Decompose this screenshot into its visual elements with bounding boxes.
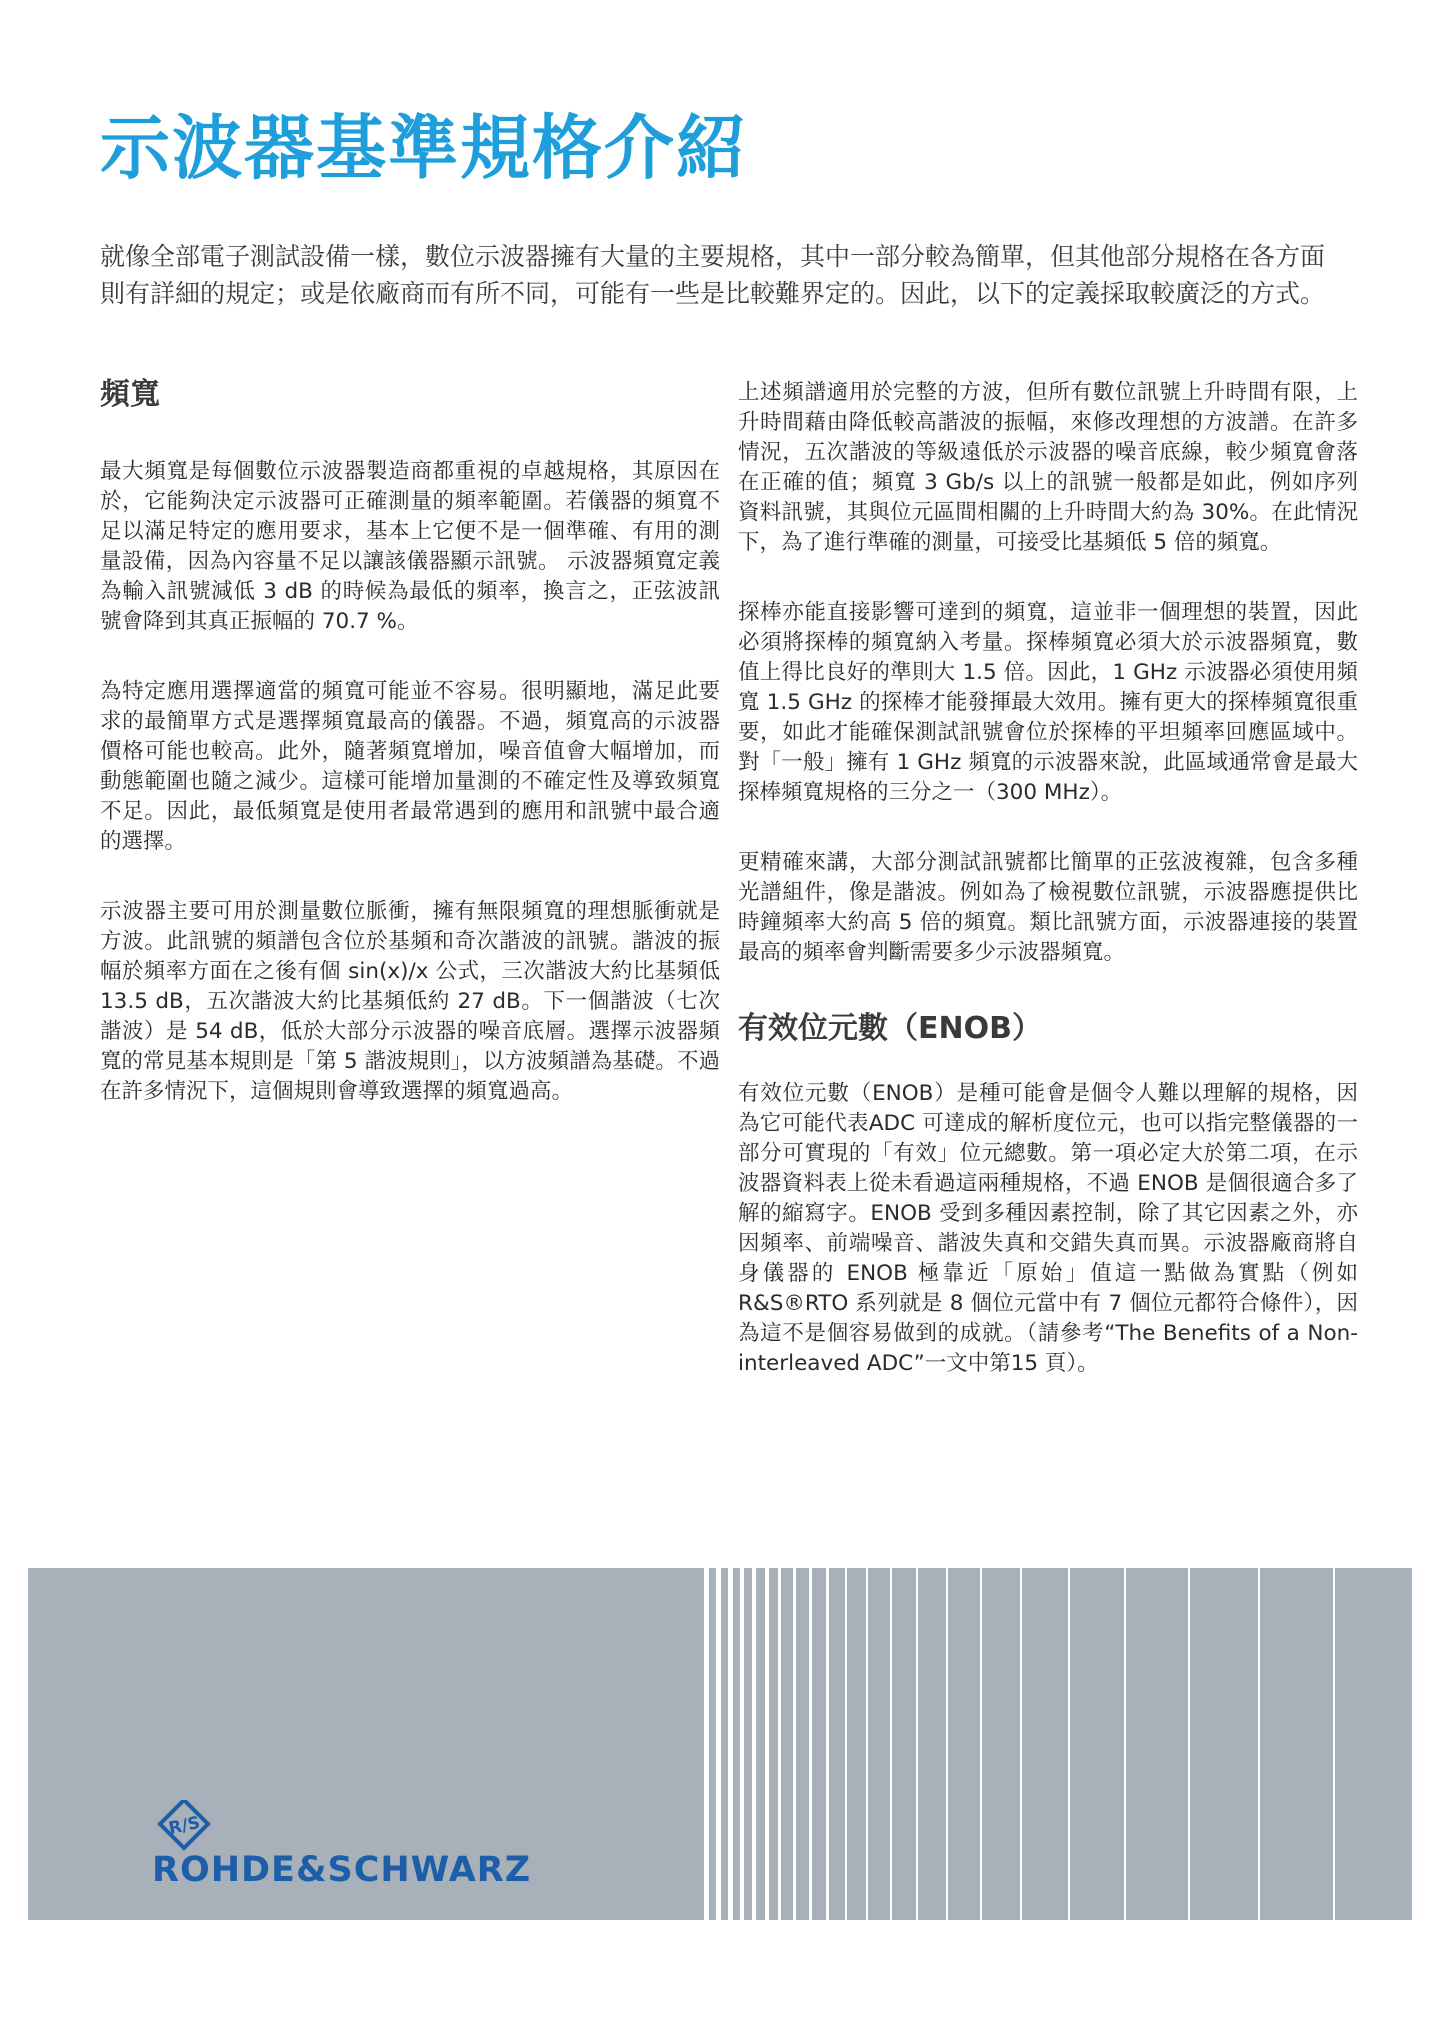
footer-stripe bbox=[752, 1568, 756, 1920]
bandwidth-paragraph-6: 更精確來講，大部分測試訊號都比簡單的正弦波複雜，包含多種光譜組件，像是諧波。例如為了檢視數位訊號，示波器應提供比時鐘頻率大約高 5 倍的頻寬。類比訊號方面，示波器連接的裝置最高的頻率會判斷需要多少示波器頻寬。 bbox=[738, 850, 1358, 965]
footer-stripe bbox=[740, 1568, 744, 1920]
bandwidth-paragraph-2: 為特定應用選擇適當的頻寬可能並不容易。很明顯地，滿足此要求的最簡單方式是選擇頻寬最高的儀器。不過，頻寬高的示波器價格可能也較高。此外，隨著頻寬增加，噪音值會大幅增加，而動態範圍也隨之減少。這樣可能增加量測的不確定性及導致頻寬不足。因此，最低頻寬是使用者最常遇到的應用和訊號中最合適的選擇。 bbox=[100, 679, 720, 854]
footer-stripe bbox=[1258, 1568, 1260, 1920]
footer-stripe bbox=[890, 1568, 892, 1920]
footer-stripe bbox=[728, 1568, 733, 1920]
intro-paragraph: 就像全部電子測試設備一樣，數位示波器擁有大量的主要規格，其中一部分較為簡單，但其他部分規格在各方面則有詳細的規定；或是依廠商而有所不同，可能有一些是比較難界定的。因此，以下的定義採取較廣泛的方式。 bbox=[100, 242, 1326, 308]
footer-stripe bbox=[1124, 1568, 1126, 1920]
left-column bbox=[100, 378, 720, 1147]
footer-stripe bbox=[716, 1568, 721, 1920]
footer-stripe bbox=[980, 1568, 982, 1920]
footer-stripe bbox=[809, 1568, 812, 1920]
page-title: 示波器基準規格介紹 bbox=[100, 107, 748, 189]
footer-stripe bbox=[765, 1568, 769, 1920]
footer-stripe bbox=[1020, 1568, 1022, 1920]
bandwidth-paragraph-1: 最大頻寬是每個數位示波器製造商都重視的卓越規格，其原因在於，它能夠決定示波器可正確測量的頻率範圍。若儀器的頻寬不足以滿足特定的應用要求，基本上它便不是一個準確、有用的測量設備，因為內容量不足以讓該儀器顯示訊號。 示波器頻寬定義為輸入訊號減低 3 dB 的時候為最低的頻率，換言之，正弦波訊號會降到其真正振幅的 70.7 %。 bbox=[100, 459, 720, 634]
footer-stripe bbox=[845, 1568, 847, 1920]
bandwidth-paragraph-3: 示波器主要可用於測量數位脈衝，擁有無限頻寬的理想脈衝就是方波。此訊號的頻譜包含位於基頻和奇次諧波的訊號。諧波的振幅於頻率方面在之後有個 sin(x)/x 公式，三次諧波大約比基頻低 13.5 dB，五次諧波大約比基頻低約 27 dB。下一個諧波（七次諧波）是 54 dB，低於大部分示波器的噪音底層。選擇示波器頻寬的常見基本規則是「第 5 諧波規則」，以方波頻譜為基礎。不過在許多情況下，這個規則會導致選擇的頻寬過高。 bbox=[100, 899, 720, 1104]
bandwidth-paragraph-5: 探棒亦能直接影響可達到的頻寬，這並非一個理想的裝置，因此必須將探棒的頻寬納入考量。探棒頻寬必須大於示波器頻寬，數值上得比良好的準則大 1.5 倍。因此，1 GHz 示波器必須使用頻寬 1.5 GHz 的探棒才能發揮最大效用。擁有更大的探棒頻寬很重要，如此才能確保測試訊號會位於探棒的平坦頻率回應區域中。對「一般」擁有 1 GHz 頻寬的示波器來說，此區域通常會是最大探棒頻寬規格的三分之一（300 MHz）。 bbox=[738, 600, 1358, 805]
footer-stripe bbox=[704, 1568, 709, 1920]
footer-stripe bbox=[866, 1568, 868, 1920]
bandwidth-paragraph-4: 上述頻譜適用於完整的方波，但所有數位訊號上升時間有限，上升時間藉由降低較高諧波的振幅，來修改理想的方波譜。在許多情況，五次諧波的等級遠低於示波器的噪音底線，較少頻寬會落在正確的值；頻寬 3 Gb/s 以上的訊號一般都是如此，例如序列資料訊號，其與位元區間相關的上升時間大約為 30%。在此情況下，為了進行準確的測量，可接受比基頻低 5 倍的頻寬。 bbox=[738, 380, 1358, 555]
footer-stripe bbox=[793, 1568, 796, 1920]
bandwidth-heading: 頻寬 bbox=[100, 377, 160, 412]
footer-stripe bbox=[1188, 1568, 1190, 1920]
footer-stripe bbox=[826, 1568, 829, 1920]
right-column bbox=[738, 378, 1358, 1419]
footer-stripe bbox=[1068, 1568, 1070, 1920]
enob-heading: 有效位元數（ENOB） bbox=[738, 1011, 1042, 1046]
enob-paragraph-1: 有效位元數（ENOB）是種可能會是個令人難以理解的規格，因為它可能代表ADC 可達成的解析度位元，也可以指完整儀器的一部分可實現的「有效」位元總數。第一項必定大於第二項，在示波器資料表上從未看過這兩種規格，不過 ENOB 是個很適合多了解的縮寫字。ENOB 受到多種因素控制，除了其它因素之外，亦因頻率、前端噪音、諧波失真和交錯失真而異。示波器廠商將自身儀器的 ENOB 極靠近「原始」值這一點做為實點（例如 R&S®RTO 系列就是 8 個位元當中有 7 個位元都符合條件），因為這不是個容易做到的成就。（請參考“The Benefits of a Non-interleaved ADC”一文中第15 頁）。 bbox=[738, 1081, 1358, 1376]
footer-stripe bbox=[946, 1568, 948, 1920]
footer-stripe bbox=[1333, 1568, 1335, 1920]
footer-stripe bbox=[778, 1568, 781, 1920]
footer-stripe bbox=[916, 1568, 918, 1920]
logo-text: ROHDE&SCHWARZ bbox=[152, 1850, 532, 1890]
logo-mark-text: R/S bbox=[166, 1812, 202, 1840]
